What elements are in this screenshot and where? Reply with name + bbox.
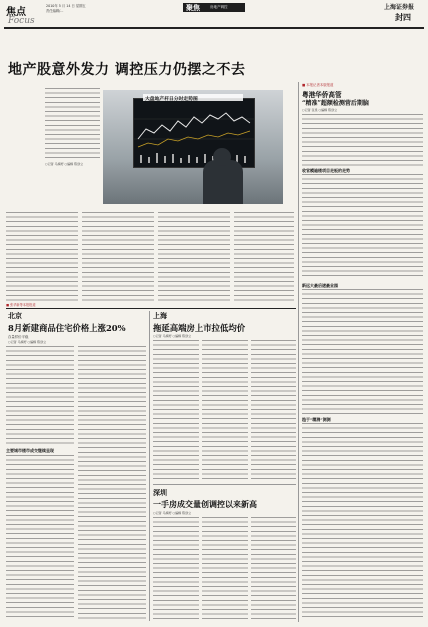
paper-name: 上海证券报 bbox=[384, 4, 415, 11]
beijing-byline: ○记者 马婧妤 ○编辑 陈剑立 bbox=[8, 340, 47, 344]
person-silhouette bbox=[203, 160, 243, 204]
chart-caption-box bbox=[143, 94, 243, 101]
intraday-chart bbox=[134, 99, 254, 167]
shenzhen-col-2 bbox=[202, 517, 248, 621]
section-title-en: Focus bbox=[8, 16, 35, 26]
section-rule bbox=[6, 308, 296, 309]
lead-col-2 bbox=[82, 212, 154, 302]
issue-date: 2010年 5 月 14 日 星期五 bbox=[46, 4, 86, 8]
shenzhen-headline: 一手房成交量创调控以来新高 bbox=[153, 499, 257, 509]
shenzhen-city: 深圳 bbox=[153, 488, 167, 497]
beijing-subhead: 主要城市楼市成交继续呈现 bbox=[6, 448, 54, 453]
right-headline-2: “精准”超额检测营后期脑 bbox=[302, 100, 369, 107]
shanghai-city: 上海 bbox=[153, 311, 167, 320]
beijing-headline: 8月新建商品住宅价格上涨20% bbox=[8, 323, 126, 333]
right-subhead-1: 收官模遍楼项目走板的走势 bbox=[302, 168, 350, 173]
lead-byline: ○记者 马婧妤 ○编辑 陈剑立 bbox=[45, 162, 84, 166]
beijing-city: 北京 bbox=[8, 311, 22, 320]
right-subhead-2: 新远大最后遮最业园 bbox=[302, 283, 338, 288]
lead-col-4 bbox=[234, 212, 294, 302]
screen bbox=[133, 98, 255, 168]
right-text-2 bbox=[302, 174, 423, 280]
shanghai-col-3 bbox=[251, 340, 296, 480]
shenzhen-col-3 bbox=[251, 517, 296, 621]
masthead bbox=[0, 0, 428, 38]
page-number: 封四 bbox=[395, 12, 411, 22]
city-divider bbox=[149, 311, 150, 621]
beijing-subline: 存量样价平稳 bbox=[8, 335, 29, 339]
section-title: 焦点 bbox=[6, 7, 26, 18]
right-byline: ○记者 张泉 ○编辑 陈剑立 bbox=[302, 108, 338, 112]
right-headline-1: 粤港华侨高管 bbox=[302, 91, 342, 99]
banner-title: 聚焦 bbox=[186, 3, 200, 12]
side-subhead: ■ 张华新等本报报道 bbox=[6, 303, 36, 307]
shanghai-headline: 拖延高端房上市拉低均价 bbox=[153, 323, 246, 333]
issue-editor: 责任编辑/... bbox=[46, 9, 64, 13]
beijing-col-2 bbox=[78, 346, 146, 620]
column-divider bbox=[298, 82, 299, 622]
beijing-col-1 bbox=[6, 346, 74, 446]
beijing-col-1b bbox=[6, 455, 74, 620]
shanghai-byline: ○记者 马婧妤 ○编辑 陈剑立 bbox=[153, 334, 192, 338]
shanghai-col-1 bbox=[153, 340, 199, 480]
lead-text bbox=[45, 88, 100, 160]
shenzhen-col-1 bbox=[153, 517, 199, 621]
trading-photo bbox=[103, 90, 283, 204]
right-text-3 bbox=[302, 289, 423, 414]
right-subhead-3: 趋于“精测”测测 bbox=[302, 417, 331, 422]
person-head bbox=[213, 148, 231, 166]
shanghai-col-2 bbox=[202, 340, 248, 480]
right-text-1 bbox=[302, 114, 423, 166]
banner bbox=[183, 3, 245, 12]
shanghai-shenzhen-rule bbox=[153, 484, 296, 485]
right-text-4 bbox=[302, 423, 423, 619]
masthead-rule bbox=[4, 27, 424, 29]
chart-caption: 大盘地产杆日分时走势图 bbox=[145, 95, 198, 102]
banner-subtitle: 房地产调控 bbox=[210, 5, 228, 9]
right-tag: ■ 本报记者本版报道 bbox=[302, 83, 334, 87]
lead-col-1 bbox=[6, 212, 78, 302]
lead-col-3 bbox=[158, 212, 230, 302]
main-headline: 地产股意外发力 调控压力仍摆之不去 bbox=[8, 62, 246, 78]
shenzhen-byline: ○记者 马婧妤 ○编辑 陈剑立 bbox=[153, 511, 192, 515]
